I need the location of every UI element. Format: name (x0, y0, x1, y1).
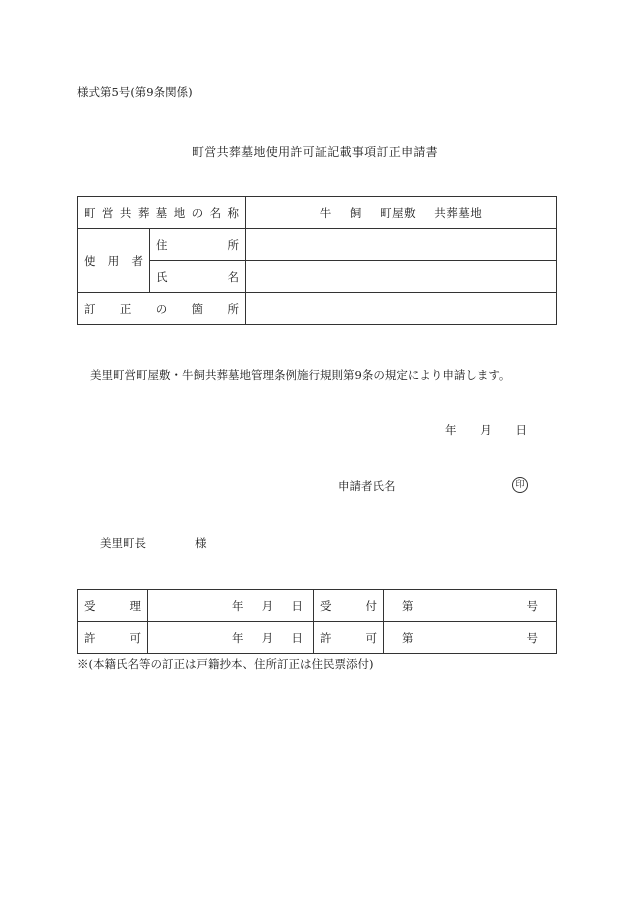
received-label (78, 590, 148, 622)
permit-label-2 (314, 622, 384, 654)
addressee-suffix: 様 (195, 536, 207, 550)
label-char: の (155, 301, 168, 316)
label-char: 町 (84, 205, 96, 220)
spread-label (84, 630, 141, 646)
table-row (78, 197, 557, 229)
label-char: 許 (320, 630, 332, 645)
office-use-table (77, 589, 557, 654)
reception-number-suffix: 号 (526, 598, 538, 613)
permit-month: 月 (261, 630, 274, 645)
spread-label (156, 237, 239, 253)
address-field[interactable] (246, 229, 557, 261)
label-char: 氏 (156, 269, 168, 284)
addressee: 美里町長 (100, 536, 146, 550)
label-char: 付 (365, 598, 377, 613)
permit-year: 年 (232, 630, 244, 645)
label-char: 箇 (191, 301, 204, 316)
form-number: 様式第5号(第9条関係) (77, 85, 193, 99)
label-char: 訂 (84, 301, 96, 316)
date-month: 月 (480, 423, 492, 437)
label-char: 可 (365, 630, 377, 645)
label-char: 受 (320, 598, 332, 613)
spread-label (156, 269, 239, 285)
table-row (78, 590, 557, 622)
label-char: 名 (227, 269, 239, 284)
date-day: 日 (515, 423, 527, 437)
label-char: 称 (227, 205, 239, 220)
cemetery-name-label (78, 197, 246, 229)
spread-label (320, 598, 377, 614)
label-char: 理 (129, 598, 141, 613)
label-char: 所 (227, 301, 239, 316)
label-char: 営 (101, 205, 114, 220)
correction-location-field[interactable] (246, 293, 557, 325)
label-char: 葬 (137, 205, 150, 220)
spread-label (84, 253, 143, 269)
applicant-name-label: 申請者氏名 (338, 479, 396, 493)
document-title: 町営共葬墓地使用許可証記載事項訂正申請書 (191, 145, 438, 159)
permit-number[interactable] (384, 622, 557, 654)
received-year: 年 (232, 598, 244, 613)
correction-location-label (78, 293, 246, 325)
label-char: 正 (119, 301, 132, 316)
permit-number-suffix: 号 (526, 630, 538, 645)
table-row (78, 293, 557, 325)
cemetery-name-value[interactable]: 牛 飼 町屋敷 共葬墓地 (246, 197, 557, 229)
label-char: の (191, 205, 204, 220)
label-char: 所 (227, 237, 239, 252)
footnote: ※(本籍氏名等の訂正は戸籍抄本、住所訂正は住民票添付) (77, 657, 374, 671)
application-statement: 美里町営町屋敷・牛飼共葬墓地管理条例施行規則第9条の規定により申請します。 (90, 368, 511, 382)
label-char: 許 (84, 630, 96, 645)
received-month: 月 (261, 598, 274, 613)
reception-number[interactable] (384, 590, 557, 622)
label-char: 住 (156, 237, 168, 252)
label-char: 共 (119, 205, 132, 220)
spread-label (84, 598, 141, 614)
user-label (78, 229, 150, 293)
spread-label (84, 301, 239, 317)
label-char: 名 (209, 205, 222, 220)
permit-number-prefix: 第 (402, 630, 414, 645)
label-char: 用 (107, 253, 120, 268)
label-char: 地 (173, 205, 186, 220)
spread-label (320, 630, 377, 646)
address-label (150, 229, 246, 261)
application-table (77, 196, 557, 325)
permit-date[interactable] (148, 622, 314, 654)
fullname-label (150, 261, 246, 293)
label-char: 使 (84, 253, 96, 268)
label-char: 者 (131, 253, 143, 268)
label-char: 受 (84, 598, 96, 613)
table-row (78, 229, 557, 261)
received-date[interactable] (148, 590, 314, 622)
table-row (78, 261, 557, 293)
application-date[interactable] (445, 422, 527, 438)
table-row (78, 622, 557, 654)
permit-day: 日 (291, 630, 303, 645)
fullname-field[interactable] (246, 261, 557, 293)
reception-number-prefix: 第 (402, 598, 414, 613)
spread-label (84, 205, 239, 221)
date-year: 年 (445, 423, 457, 437)
reception-label (314, 590, 384, 622)
label-char: 墓 (155, 205, 168, 220)
seal-mark: 印 (512, 477, 528, 493)
permit-label (78, 622, 148, 654)
label-char: 可 (129, 630, 141, 645)
received-day: 日 (291, 598, 303, 613)
